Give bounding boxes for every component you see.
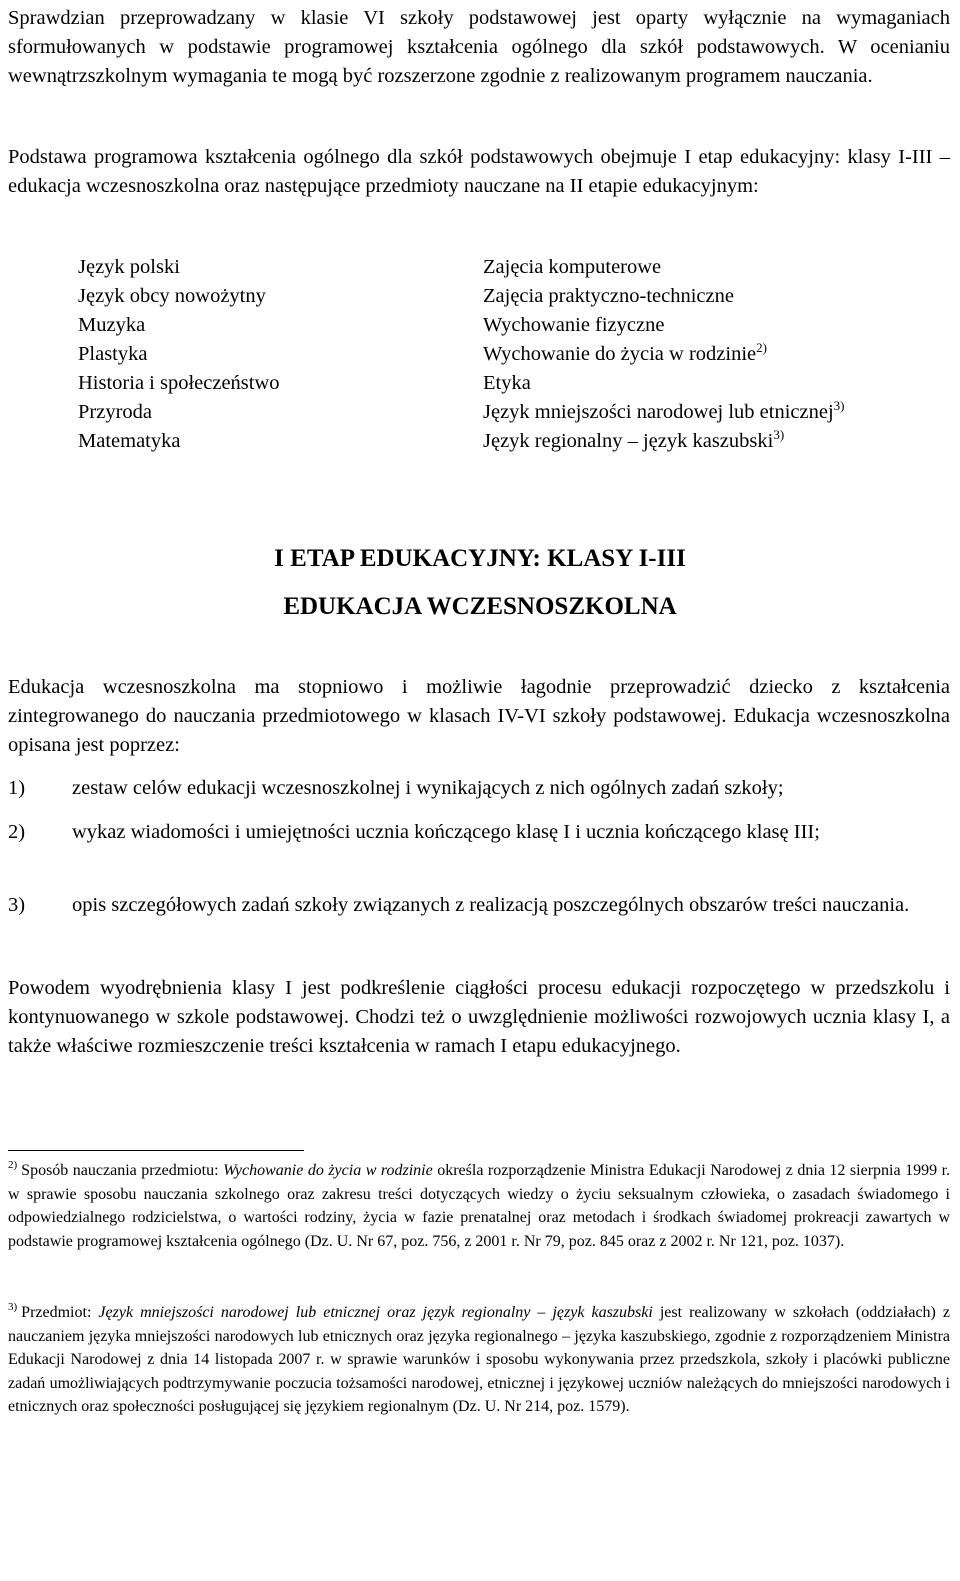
subject-row [78,369,958,398]
subject-left: Plastyka [78,343,148,365]
footnote-mark: 2) [8,1159,18,1171]
subject-right: Etyka [483,372,531,394]
subject-right: Język regionalny – język kaszubski$^{3)}$ [483,427,785,452]
subject-row [78,311,958,340]
subject-left: Muzyka [78,314,146,336]
section-heading: I ETAP EDUKACYJNY: KLASY I-III [274,545,686,572]
subject-right: Zajęcia komputerowe [483,256,662,278]
edu-intro-paragraph: Edukacja wczesnoszkolna ma stopniowo i możliwie łagodnie przeprowadzić dziecko z kształcenia zintegrowanego do nauczania przedmiotowego w klasach IV-VI szkoły podstawowej. Edukacja wczesnoszkolna opisana jest poprzez: [8,676,950,756]
subject-left: Język polski [78,256,180,278]
subject-left: Język obcy nowożytny [78,285,266,307]
subject-row [78,340,958,369]
list-text: zestaw celów edukacji wczesnoszkolnej i wynikających z nich ogólnych zadań szkoły; [72,777,784,799]
intro-paragraph: Sprawdzian przeprowadzany w klasie VI szkoły podstawowej jest oparty wyłącznie na wymaganiach sformułowanych w podstawie programowej kształcenia ogólnego dla szkół podstawowych. W ocenianiu wewnątrzszkolnym wymagania te mogą być rozszerzone zgodnie z realizowanym programem nauczania. [8,7,950,87]
footnote-ref: 2) [756,340,767,355]
subject-row [78,282,958,311]
subject-right: Język mniejszości narodowej lub etnicznej$^{3)}$ [483,398,845,423]
footnote: $^{2)}$ Sposób nauczania przedmiotu: Wychowanie do życia w rodzinie określa rozporządzenie Ministra Edukacji Narodowej z dnia 12 sierpnia 1999 r. w sprawie sposobu nauczania szkolnego oraz zakresu treści dotyczących wiedzy o życiu seksualnym człowieka, o zasadach świadomego i odpowiedzialnego rodzicielstwa, o wartości rodziny, życia w fazie prenatalnej oraz metodach i środkach świadomej prokreacji zawartych w podstawie programowej kształcenia ogólnego (Dz. U. Nr 67, poz. 756, z 2001 r. Nr 79, poz. 845 oraz z 2002 r. Nr 121, poz. 1037). [8,1159,951,1250]
subject-left: Matematyka [78,430,181,452]
footnote-ref: 3) [773,427,785,442]
list-text: wykaz wiadomości i umiejętności ucznia kończącego klasę I i ucznia kończącego klasę III; [72,821,820,843]
footnote-divider [8,1150,304,1151]
list-text: opis szczegółowych zadań szkoły związanych z realizacją poszczególnych obszarów treści nauczania. [72,894,910,916]
subject-left: Przyroda [78,401,153,423]
list-number: 2) [8,821,26,843]
footnote-mark: 3) [8,1301,18,1313]
subject-left: Historia i społeczeństwo [78,372,280,394]
subjects-list [78,253,958,456]
list-item [8,891,950,920]
footnote-ref: 3) [833,398,845,413]
subject-right: Wychowanie fizyczne [483,314,665,336]
footnote: $^{3)}$ Przedmiot: Język mniejszości narodowej lub etnicznej oraz język regionalny – język kaszubski jest realizowany w szkołach (oddziałach) z nauczaniem języka mniejszości narodowych lub etnicznych oraz języka regionalnego – języka kaszubskiego, zgodnie z rozporządzeniem Ministra Edukacji Narodowej z dnia 14 listopada 2007 r. w sprawie warunków i sposobu wykonywania przez przedszkola, szkoły i placówki publiczne zadań umożliwiających podtrzymywanie poczucia tożsamości narodowej, etnicznej i językowej uczniów należących do mniejszości narodowych i etnicznych oraz społeczności posługującej się językiem regionalnym (Dz. U. Nr 214, poz. 1579). [8,1301,951,1415]
reason-paragraph: Powodem wyodrębnienia klasy I jest podkreślenie ciągłości procesu edukacji rozpoczętego w przedszkolu i kontynuowanego w szkole podstawowej. Chodzi też o uwzględnienie możliwości rozwojowych ucznia klasy I, a także właściwe rozmieszczenie treści kształcenia w ramach I etapu edukacyjnego. [8,977,950,1057]
section-subheading: EDUKACJA WCZESNOSZKOLNA [283,593,677,620]
subject-row [78,253,958,282]
list-number: 1) [8,777,26,799]
list-item [8,774,950,803]
subject-right: Wychowanie do życia w rodzinie$^{2)}$ [483,340,767,365]
subject-right: Zajęcia praktyczno-techniczne [483,285,734,307]
subject-row [78,398,958,427]
scope-paragraph: Podstawa programowa kształcenia ogólnego dla szkół podstawowych obejmuje I etap edukacyjny: klasy I-III – edukacja wczesnoszkolna oraz następujące przedmioty nauczane na II etapie edukacyjnym: [8,146,950,197]
list-number: 3) [8,894,26,916]
list-item [8,818,950,847]
subject-row [78,427,958,456]
